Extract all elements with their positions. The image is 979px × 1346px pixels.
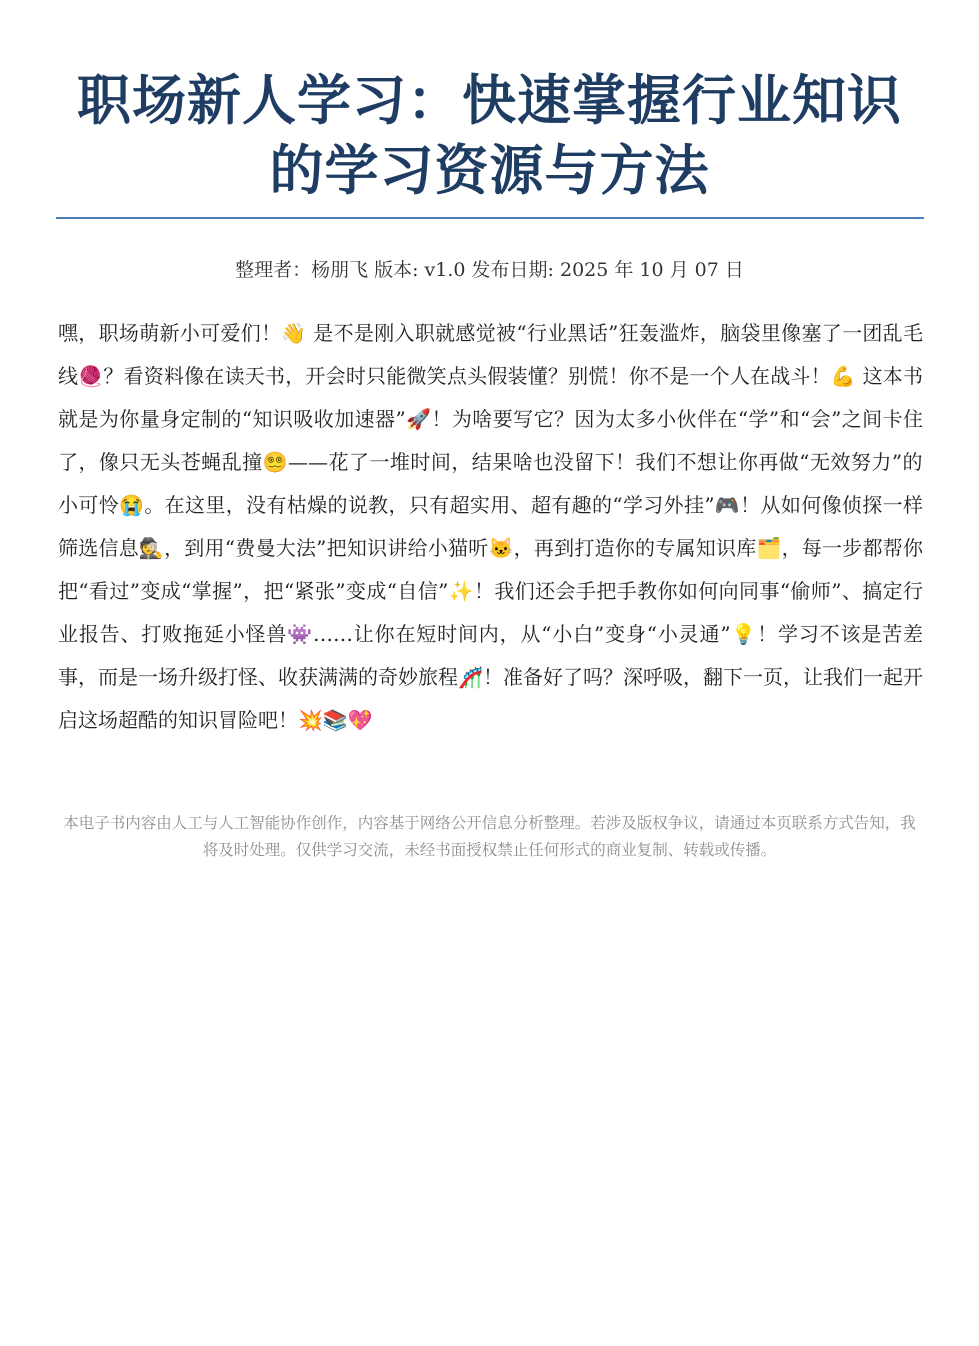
document-meta: 整理者：杨朋飞 版本: v1.0 发布日期: 2025 年 10 月 07 日	[235, 259, 744, 281]
title-divider	[56, 217, 924, 219]
document-title: 职场新人学习：快速掌握行业知识的学习资源与方法	[77, 69, 902, 202]
copyright-disclaimer: 本电子书内容由人工与人工智能协作创作，内容基于网络公开信息分析整理。若涉及版权争议，请通过本页联系方式告知，我将及时处理。仅供学习交流，未经书面授权禁止任何形式的商业复制、转载或传播。	[63, 814, 916, 859]
intro-paragraph: 嘿，职场萌新小可爱们！👋 是不是刚入职就感觉被“行业黑话”狂轰滥炸，脑袋里像塞了一团乱毛线🧶？看资料像在读天书，开会时只能微笑点头假装懂？别慌！你不是一个人在战斗！💪 这本书就是为你量身定制的“知识吸收加速器”🚀！为啥要写它？因为太多小伙伴在“学”和“会”之间卡住了，像只无头苍蝇乱撞😵‍💫——花了一堆时间，结果啥也没留下！我们不想让你再做“无效努力”的小可怜😭。在这里，没有枯燥的说教，只有超实用、超有趣的“学习外挂”🎮！从如何像侦探一样筛选信息🕵️，到用“费曼大法”把知识讲给小猫听🐱，再到打造你的专属知识库🗂️，每一步都帮你把“看过”变成“掌握”，把“紧张”变成“自信”✨！我们还会手把手教你如何向同事“偷师”、搞定行业报告、打败拖延小怪兽👾……让你在短时间内，从“小白”变身“小灵通”💡！学习不该是苦差事，而是一场升级打怪、收获满满的奇妙旅程🎢！准备好了吗？深呼吸，翻下一页，让我们一起开启这场超酷的知识冒险吧！💥📚💖	[58, 321, 923, 732]
